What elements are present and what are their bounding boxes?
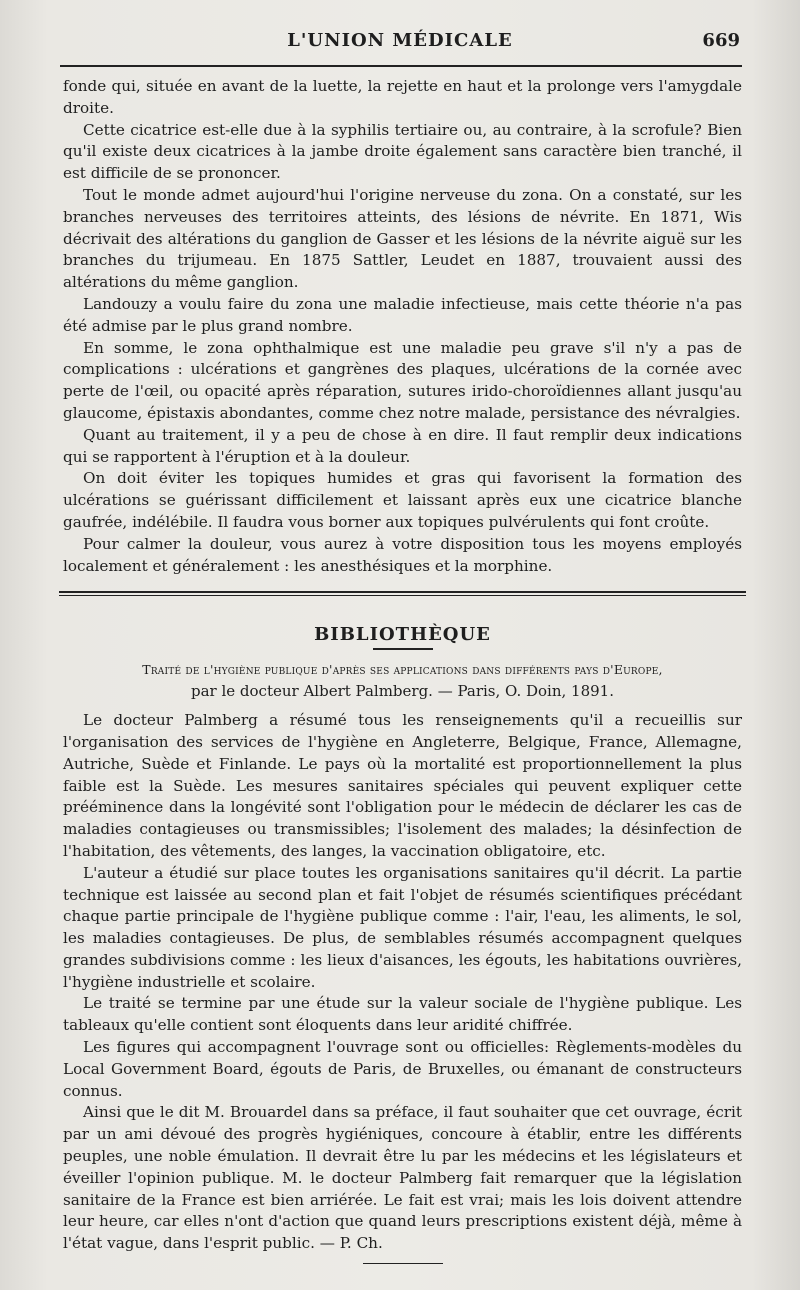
paragraph: Landouzy a voulu faire du zona une maladie infectieuse, mais cette théorie n'a pas été admise par le plus grand nombre. — [63, 294, 742, 335]
title-underline — [373, 648, 433, 650]
header-rule — [60, 65, 742, 67]
page-header — [60, 30, 740, 60]
paragraph: Cette cicatrice est-elle due à la syphilis tertiaire ou, au contraire, à la scrofule? Bien qu'il existe deux cicatrices à la jambe droite également sans caractère bien tranché, il est difficile de se prononcer. — [63, 120, 742, 183]
body-text — [63, 76, 742, 1264]
paragraph: On doit éviter les topiques humides et gras qui favorisent la formation des ulcérations se guérissant difficilement et laissant après eux une cicatrice blanche gaufrée, indélébile. Il faudra vous borner aux topiques pulvérulents qui font croûte. — [63, 469, 742, 531]
paragraph: Le traité se termine par une étude sur la valeur sociale de l'hygiène publique. Les tableaux qu'elle contient sont éloquents dans leur aridité chiffrée. — [63, 994, 742, 1035]
paragraph: En somme, le zona ophthalmique est une maladie peu grave s'il n'y a pas de complications : ulcérations et gangrènes des plaques, ulcérations de la cornée avec perte de l'œil, ou opacité après réparation, sutures irido-choroïdiennes allant jusqu'au glaucome, épistaxis abondantes, comme chez notre malade, persistance des névralgies. — [63, 338, 742, 422]
section-title: BIBLIOTHÈQUE — [314, 624, 491, 646]
running-title: L'UNION MÉDICALE — [287, 30, 513, 51]
paragraph: fonde qui, située en avant de la luette, la rejette en haut et la prolonge vers l'amygdale droite. — [63, 77, 742, 117]
paragraph: Le docteur Palmberg a résumé tous les renseignements qu'il a recueillis sur l'organisation des services de l'hygiène en Angleterre, Belgique, France, Allemagne, Autriche, Suède et Finlande. Le pays où la mortalité est proportionnellement la plus faible est la Suède. Les mesures sanitaires spéciales qui peuvent expliquer cette prééminence dans la longévité sont l'obligation pour le médecin de déclarer les cas de maladies contagieuses ou transmissibles; l'isolement des malades; la désinfection de l'habitation, des vêtements, des langes, la vaccination obligatoire, etc. — [63, 711, 742, 860]
book-citation-author: par le docteur Albert Palmberg. — Paris, O. Doin, 1891. — [191, 682, 614, 701]
paragraph: Quant au traitement, il y a peu de chose à en dire. Il faut remplir deux indications qui se rapportent à l'éruption et à la douleur. — [63, 425, 742, 466]
page-number: 669 — [702, 30, 740, 51]
paragraph: L'auteur a étudié sur place toutes les organisations sanitaires qu'il décrit. La partie technique est laissée au second plan et fait l'objet de résumés scientifiques précédant chaque partie principale de l'hygiène publique comme : l'air, l'eau, les aliments, le sol, les maladies contagieuses. De plus, de semblables résumés accompagnent quelques grandes subdivisions comme : les lieux d'aisances, les égouts, les habitations ouvrières, l'hygiène industrielle et scolaire. — [63, 863, 742, 991]
paragraph: Les figures qui accompagnent l'ouvrage sont ou officielles: Règlements-modèles du Local Government Board, égouts de Paris, de Bruxelles, ou émanant de constructeurs connus. — [63, 1038, 742, 1100]
paragraph: Tout le monde admet aujourd'hui l'origine nerveuse du zona. On a constaté, sur les branches nerveuses des territoires atteints, des lésions de névrite. En 1871, Wis décrivait des altérations du ganglion de Gasser et les lésions de la névrite aiguë sur les branches du trijumeau. En 1875 Sattler, Leudet en 1887, trouvaient aussi des altérations du même ganglion. — [63, 185, 742, 292]
end-rule — [363, 1263, 443, 1264]
book-citation-title: Traité de l'hygiène publique d'après ses applications dans différents pays d'Europe, — [142, 662, 663, 678]
paragraph: Ainsi que le dit M. Brouardel dans sa préface, il faut souhaiter que cet ouvrage, écrit par un ami dévoué des progrès hygiéniques, concoure à établir, entre les différents peuples, une noble émulation. Il devrait être lu par les médecins et les législateurs et éveiller l'opinion publique. M. le docteur Palmberg fait remarquer que la législation sanitaire de la France est bien arriérée. Le fait est vrai; mais les lois doivent attendre leur heure, car elles n'ont d'action que quand leurs prescriptions existent déjà, même à l'état vague, dans l'esprit public. — P. Ch. — [63, 1103, 742, 1253]
paragraph: Pour calmer la douleur, vous aurez à votre disposition tous les moyens employés localement et généralement : les anesthésiques et la morphine. — [63, 534, 742, 575]
section-divider — [59, 591, 746, 596]
